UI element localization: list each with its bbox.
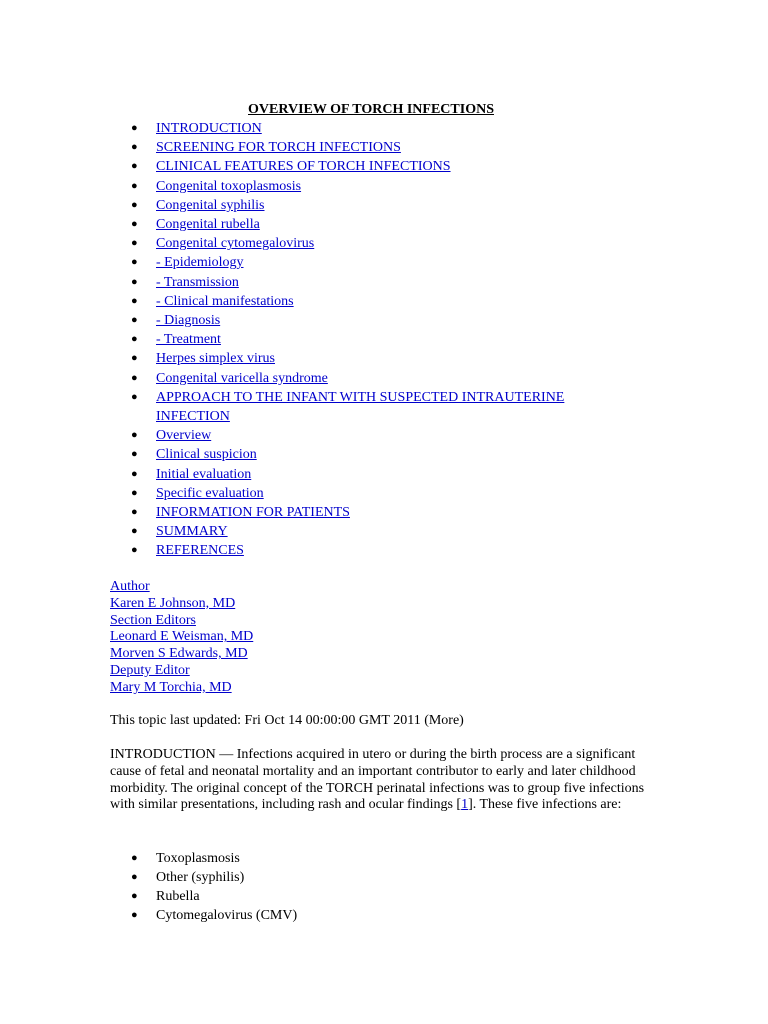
toc-item-herpes-simplex xyxy=(110,349,670,368)
toc-link[interactable]: SUMMARY xyxy=(156,524,228,540)
bullet-icon: ● xyxy=(131,448,138,461)
bullet-icon: ● xyxy=(131,122,138,134)
bullet-icon: ● xyxy=(131,371,138,384)
bullet-icon: ● xyxy=(131,352,138,365)
toc-link[interactable]: Overview xyxy=(156,428,212,444)
toc-link[interactable]: Congenital syphilis xyxy=(156,197,265,213)
toc-item-rubella xyxy=(110,215,670,234)
toc-link[interactable]: - Transmission xyxy=(156,274,239,290)
toc-link[interactable]: APPROACH TO THE INFANT WITH SUSPECTED INTRAUTERINE INFECTION xyxy=(156,389,565,425)
bullet-icon: ● xyxy=(131,506,138,519)
bullet-icon: ● xyxy=(131,256,138,269)
intro-text: INTRODUCTION — Infections acquired in utero or during the birth process are a significant cause of fetal and neonatal mortality and an important contributor to early and later childhood morbidity. The original concept of the TORCH perinatal infections was to group five infections with similar presentations, including rash and ocular findings [ xyxy=(110,747,645,813)
toc-link[interactable]: INFORMATION FOR PATIENTS xyxy=(156,505,350,521)
author-label-link[interactable]: Author xyxy=(110,579,150,594)
bullet-icon: ● xyxy=(131,294,138,307)
toc-item-toxoplasmosis xyxy=(110,177,670,196)
toc-item-diagnosis xyxy=(110,311,670,330)
bullet-icon: ● xyxy=(131,429,138,442)
bullet-icon: ● xyxy=(131,218,138,231)
toc-link[interactable]: Clinical suspicion xyxy=(156,447,257,463)
section-editor-link[interactable]: Leonard E Weisman, MD xyxy=(110,629,254,645)
bullet-icon: ● xyxy=(131,852,138,864)
bullet-icon: ● xyxy=(131,390,138,403)
list-item xyxy=(110,906,297,925)
toc-link[interactable]: Congenital cytomegalovirus xyxy=(156,236,315,252)
toc-link[interactable]: Specific evaluation xyxy=(156,485,264,501)
bullet-icon: ● xyxy=(131,467,138,480)
toc-item-approach xyxy=(110,388,670,426)
list-item-text: Other (syphilis) xyxy=(156,870,245,885)
credits-block xyxy=(110,579,253,697)
page-title: OVERVIEW OF TORCH INFECTIONS xyxy=(248,102,494,117)
list-item-text: Rubella xyxy=(156,889,200,904)
bullet-icon: ● xyxy=(131,525,138,538)
toc-item-treatment xyxy=(110,330,670,349)
bullet-icon: ● xyxy=(131,275,138,288)
table-of-contents xyxy=(110,119,670,561)
bullet-icon: ● xyxy=(131,141,138,154)
bullet-icon: ● xyxy=(131,871,138,883)
toc-item-introduction xyxy=(110,119,670,138)
toc-link[interactable]: CLINICAL FEATURES OF TORCH INFECTIONS xyxy=(156,159,451,175)
toc-item-references xyxy=(110,541,670,560)
toc-link[interactable]: - Epidemiology xyxy=(156,255,244,271)
toc-item-clinical-features xyxy=(110,157,670,176)
list-item xyxy=(110,868,297,887)
toc-link[interactable]: Initial evaluation xyxy=(156,466,252,482)
toc-item-cytomegalovirus xyxy=(110,234,670,253)
introduction-paragraph xyxy=(110,747,655,814)
bullet-icon: ● xyxy=(131,909,138,921)
toc-item-clinical-manifestations xyxy=(110,292,670,311)
toc-item-specific-evaluation xyxy=(110,484,670,503)
deputy-editor-link[interactable]: Mary M Torchia, MD xyxy=(110,679,232,695)
toc-link[interactable]: Congenital toxoplasmosis xyxy=(156,178,302,194)
toc-item-summary xyxy=(110,522,670,541)
toc-item-transmission xyxy=(110,273,670,292)
deputy-editor-label-link[interactable]: Deputy Editor xyxy=(110,662,190,678)
toc-link[interactable]: Congenital rubella xyxy=(156,217,260,233)
bullet-icon: ● xyxy=(131,198,138,211)
toc-item-screening xyxy=(110,138,670,157)
toc-link[interactable]: INTRODUCTION xyxy=(156,121,262,136)
toc-item-varicella xyxy=(110,369,670,388)
toc-link[interactable]: - Clinical manifestations xyxy=(156,293,294,309)
list-item xyxy=(110,887,297,906)
bullet-icon: ● xyxy=(131,486,138,499)
toc-item-epidemiology xyxy=(110,253,670,272)
bullet-icon: ● xyxy=(131,890,138,902)
toc-link[interactable]: - Treatment xyxy=(156,332,221,348)
last-updated-text: This topic last updated: Fri Oct 14 00:00:00 GMT 2011 (More) xyxy=(110,713,464,728)
toc-item-syphilis xyxy=(110,196,670,215)
torch-infections-list xyxy=(110,849,297,925)
toc-link[interactable]: Congenital varicella syndrome xyxy=(156,370,328,386)
toc-item-initial-evaluation xyxy=(110,465,670,484)
toc-link[interactable]: Herpes simplex virus xyxy=(156,351,275,367)
list-item xyxy=(110,849,297,868)
intro-text-end: ]. These five infections are: xyxy=(468,797,622,813)
toc-item-clinical-suspicion xyxy=(110,445,670,464)
reference-link[interactable]: 1 xyxy=(461,797,469,813)
toc-item-information-for-patients xyxy=(110,503,670,522)
list-item-text: Toxoplasmosis xyxy=(156,851,240,866)
toc-link[interactable]: REFERENCES xyxy=(156,543,244,559)
bullet-icon: ● xyxy=(131,314,138,327)
toc-link[interactable]: - Diagnosis xyxy=(156,313,221,329)
toc-item-overview xyxy=(110,426,670,445)
bullet-icon: ● xyxy=(131,179,138,192)
toc-link[interactable]: SCREENING FOR TORCH INFECTIONS xyxy=(156,140,401,156)
section-editor-link[interactable]: Morven S Edwards, MD xyxy=(110,646,248,662)
section-editors-label-link[interactable]: Section Editors xyxy=(110,612,196,628)
bullet-icon: ● xyxy=(131,333,138,346)
list-item-text: Cytomegalovirus (CMV) xyxy=(156,908,298,923)
bullet-icon: ● xyxy=(131,160,138,173)
bullet-icon: ● xyxy=(131,544,138,557)
author-link[interactable]: Karen E Johnson, MD xyxy=(110,595,236,611)
bullet-icon: ● xyxy=(131,237,138,250)
